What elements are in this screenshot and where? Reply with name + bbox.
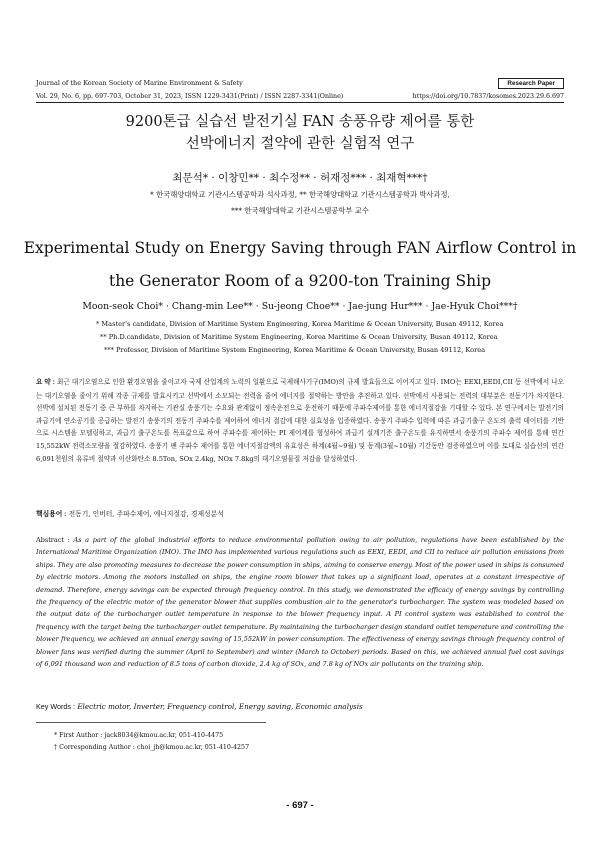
english-affiliation-3: *** Professor, Division of Maritime System Engineering, Korea Maritime & Ocean University, Busan 49112, Korea bbox=[104, 346, 486, 354]
footnote-corresponding: † Corresponding Author : choi_jh@kmou.ac.kr, 051-410-4257 bbox=[54, 744, 250, 751]
page-number: - 697 - bbox=[286, 800, 314, 811]
volume-info: Vol. 29, No. 6, pp. 697-703, October 31, 2023, ISSN 1229-3431(Print) / ISSN 2287-3341(Online) bbox=[36, 93, 344, 100]
english-authors: Moon-seok Choi* · Chang-min Lee** · Su-jeong Choe** · Jae-jung Hur*** · Jae-Hyuk Choi***† bbox=[82, 301, 518, 312]
footnote-first-author: * First Author : jack8034@kmou.ac.kr, 051-410-4475 bbox=[54, 732, 224, 739]
korean-keywords bbox=[36, 508, 224, 518]
korean-abstract bbox=[36, 376, 564, 465]
korean-authors: 최문석* · 이창민** · 최수정** · 허재정*** · 최재혁***† bbox=[172, 172, 428, 184]
korean-affiliation-1: * 한국해양대학교 기관시스템공학과 석사과정, ** 한국해양대학교 기관시스템공학과 박사과정, bbox=[150, 190, 450, 199]
english-title-line2: the Generator Room of a 9200-ton Training Ship bbox=[108, 272, 492, 290]
paper-type-badge: Research Paper bbox=[498, 78, 564, 89]
korean-abstract-label: 요 약 : bbox=[36, 379, 55, 386]
korean-title-line2: 선박에너지 절약에 관한 실험적 연구 bbox=[185, 136, 415, 152]
header-rule bbox=[36, 102, 564, 103]
english-keywords-text: Electric motor, Inverter, Frequency control, Energy saving, Economic analysis bbox=[77, 702, 363, 711]
korean-title-line1: 9200톤급 실습선 발전기실 FAN 송풍유량 제어를 통한 bbox=[125, 114, 475, 130]
korean-keywords-label: 핵심용어 : bbox=[36, 511, 67, 518]
korean-keywords-text: 전동기, 인버터, 주파수제어, 에너지절감, 경제성분석 bbox=[68, 510, 224, 518]
journal-name: Journal of the Korean Society of Marine Environment & Safety bbox=[36, 79, 243, 87]
english-keywords-label: Key Words : bbox=[36, 702, 76, 711]
english-keywords bbox=[36, 702, 363, 711]
english-affiliation-1: * Master's candidate, Division of Maritime System Engineering, Korea Maritime & Ocean University, Busan 49112, Korea bbox=[96, 320, 504, 328]
english-abstract-text: As a part of the global industrial efforts to reduce environmental pollution owing to air pollution, regulations have been established by the International Maritime Organization (IMO). The IMO has implemented various regulations such as EEXI, EEDI, and CII to reduce air pollution emissions from ships. They are also promoting measures to decrease the power consumption in ships, aiming to conserve energy. Most of the power used in ships is consumed by electric motors. Among the motors installed on ships, the engine room blower that takes up a significant load, operates at a constant irrespective of demand. Therefore, energy savings can be expected through frequency control. In this study, we demonstrated the efficacy of energy savings by controlling the frequency of the electric motor of the generator blower that supplies combustion air to the generator's turbocharger. The system was modeled based on the output data of the turbocharger outlet temperature in response to the blower frequency input. A PI control system was established to control the frequency with the target being the turbocharger outlet temperature. By maintaining the turbocharger design standard outlet temperature and controlling the blower frequency, we achieved an annual energy saving of 15,552kW in power consumption. The effectiveness of energy savings through frequency control of blower fans was verified during the summer (April to September) and winter (March to October) periods. Based on this, we achieved annual fuel cost savings of 6,091 thousand won and reduction of 8.5 tons of carbon dioxide, 2.4 kg of SOx, and 7.8 kg of NOx air pollutants on the training ship. bbox=[36, 536, 564, 669]
english-title-line1: Experimental Study on Energy Saving through FAN Airflow Control in bbox=[23, 239, 577, 257]
english-abstract-label: Abstract : bbox=[36, 536, 70, 544]
english-abstract bbox=[36, 534, 564, 670]
korean-affiliation-2: *** 한국해양대학교 기관시스템공학부 교수 bbox=[231, 206, 369, 215]
korean-abstract-text: 최근 대기오염으로 인한 환경오염을 줄이고자 국제 산업계의 노력의 일환으로 국제해사기구(IMO)의 규제 발효들으로 이어지고 있다. IMO는 EEXI,EEDI,CII 등 선박에서 나오는 대기오염을 줄이기 위해 각종 규제를 발효시키고 선박에서 소모되는 전력을 줄여 에너지를 절약하는 방안을 추진하고 있다. 선박에서 사용되는 전력의 대부분은 전동기가 차지한다. 선박에 설치된 전동기 중 큰 부하를 차지하는 기관실 송풍기는 수요와 관계없이 정속운전으로 운전하기 때문에 주파수제어를 통한 에너지절감을 기대할 수 있다. 본 연구에서는 발전기의 과급기에 연소공기를 공급하는 발전기 송풍기의 전동기 주파수를 제어하여 에너지 절감에 대한 실효성을 입증하였다. 송풍기 주파수 입력에 따른 과급기출구 온도의 출력 데이터를 기반으로 시스템을 모델링하고, 과급기 출구온도를 목표값으로 하여 주파수를 제어하는 PI 제어계를 형성하여 과급기 설계기준 출구온도를 유지하면서 송풍기의 주파수 제어를 통해 연간 15,552kW 전력소모량을 절감하였다. 송풍기 팬 주파수 제어를 통한 에너지절감액의 유효성은 하계(4월~9월) 및 동계(3월~10월) 기간동안 검증하였으며 이를 토대로 실습선의 연간 6,091천원의 유류비 절약과 이산화탄소 8.5Ton, SOx 2.4kg, NOx 7.8kg의 대기오염물질 저감을 달성하였다. bbox=[36, 378, 564, 463]
english-title bbox=[0, 236, 600, 294]
english-affiliation-2: ** Ph.D.candidate, Division of Maritime System Engineering, Korea Maritime & Ocean University, Busan 49112, Korea bbox=[100, 333, 498, 341]
footnote-rule bbox=[36, 722, 266, 723]
doi-link[interactable]: https://doi.org/10.7837/kosomes.2023.29.6.697 bbox=[412, 93, 564, 100]
